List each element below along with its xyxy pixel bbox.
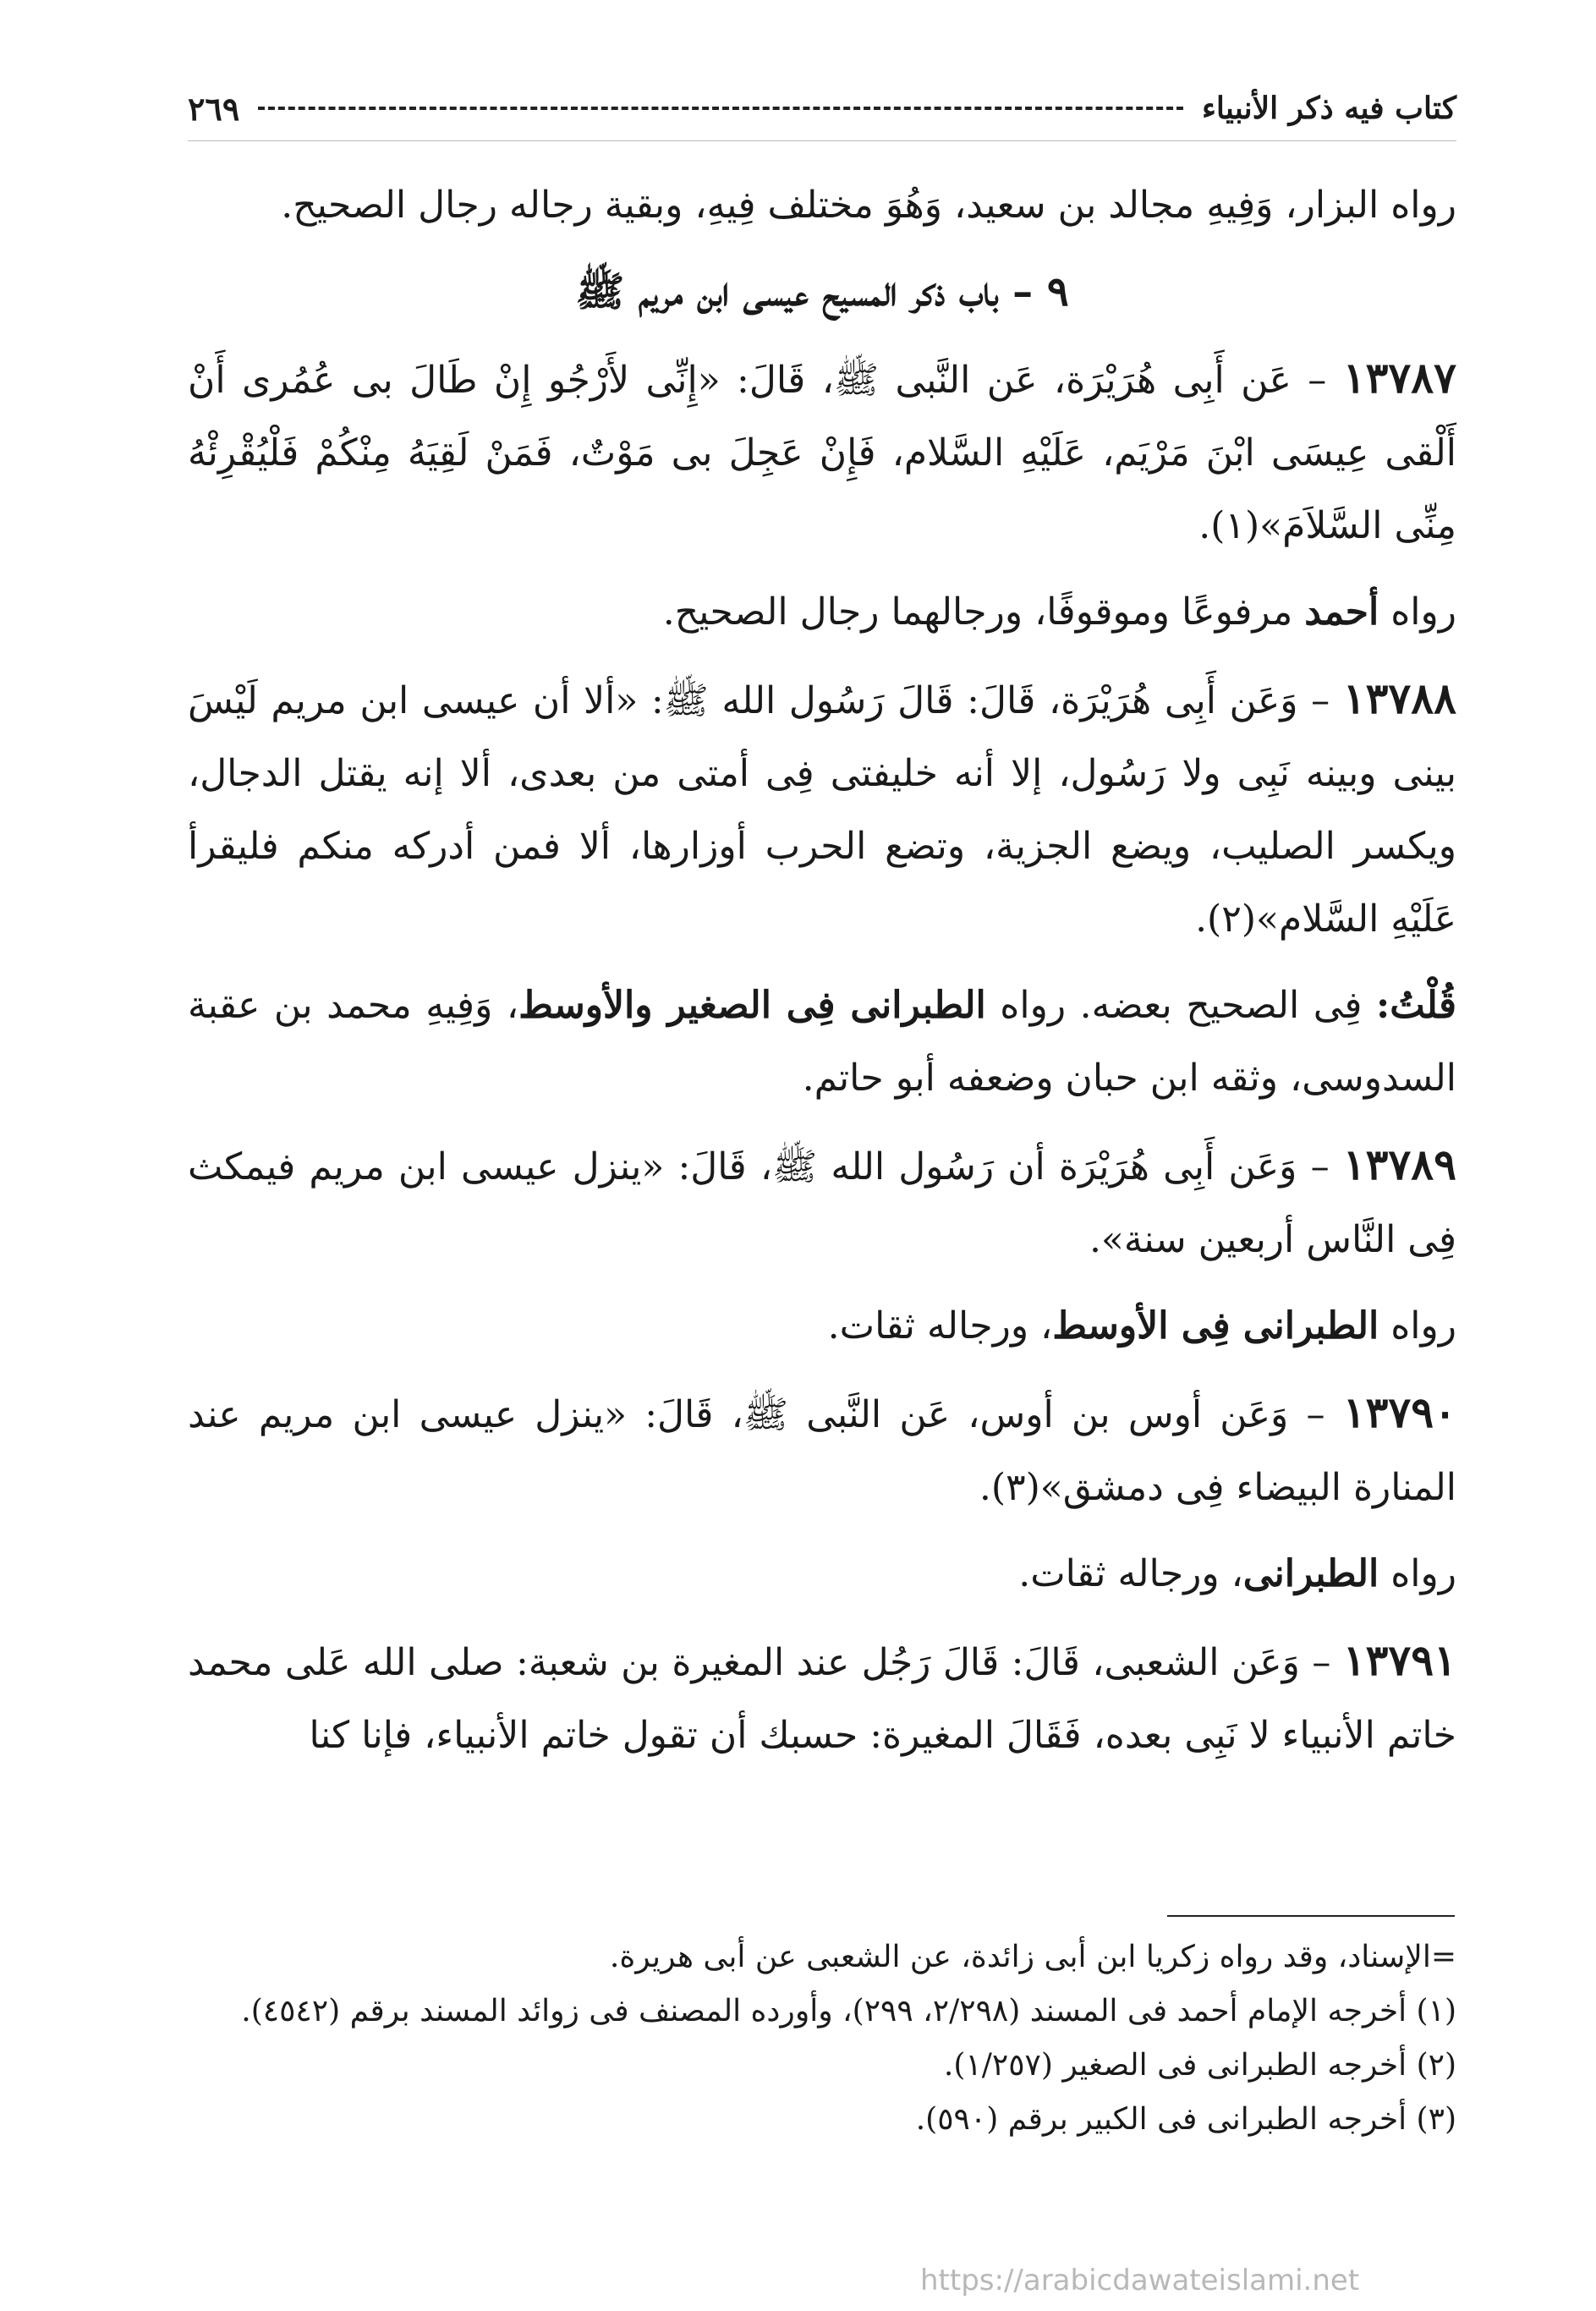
source-name: أحمد xyxy=(1304,590,1379,634)
hadith-text: – وَعَن الشعبى، قَالَ: قَالَ رَجُل عند المغيرة بن شعبة: صلى الله عَلى محمد خاتم الأنبياء لا نَبِى بعده، فَقَالَ المغيرة: حسبك أن تقول خاتم الأنبياء، فإنا كنا xyxy=(188,1641,1456,1757)
note-text: ، ورجاله ثقات. xyxy=(1018,1552,1243,1595)
narration-note-13788 xyxy=(188,969,1456,1115)
hadith-13790 xyxy=(188,1376,1456,1524)
hadith-text: – وَعَن أَبِى هُرَيْرَة، قَالَ: قَالَ رَسُول الله ﷺ: «ألا أن عيسى ابن مريم لَيْسَ بينى وبينه نَبِى ولا رَسُول، إلا أنه خليفتى فِى أمتى من بعدى، ألا إنه يقتل الدجال، ويكسر الصليب، ويضع الجزية، وتضع الحرب أوزارها، ألا فمن أدركه منكم فليقرأ عَلَيْهِ السَّلام»(٢). xyxy=(188,679,1456,941)
footnote-3: (٣) أخرجه الطبرانى فى الكبير برقم (٥٩٠). xyxy=(915,2102,1456,2137)
note-text: رواه xyxy=(1379,1552,1456,1595)
hadith-number: ١٣٧٨٩ xyxy=(1342,1139,1456,1189)
header-divider xyxy=(188,140,1456,141)
header-title: كتاب فيه ذكر الأنبياء xyxy=(1201,91,1456,126)
footnote-separator xyxy=(1167,1915,1455,1917)
hadith-13789 xyxy=(188,1128,1456,1276)
source-name: الطبرانى xyxy=(1242,1552,1379,1595)
hadith-13791 xyxy=(188,1624,1456,1772)
footnote-continuation: =الإسناد، وقد رواه زكريا ابن أبى زائدة، عن الشعبى عن أبى هريرة. xyxy=(609,1940,1456,1974)
footnotes xyxy=(188,1930,1456,2147)
note-text: ، وَفِيهِ محمد بن عقبة السدوسى، وثقه ابن حبان وضعفه أبو حاتم. xyxy=(188,984,1456,1100)
paragraph-narration-bazzar: رواه البزار، وَفِيهِ مجالد بن سعيد، وَهُوَ مختلف فِيهِ، وبقية رجاله رجال الصحيح. xyxy=(281,184,1456,227)
source-name: الطبرانى فِى الصغير والأوسط xyxy=(518,984,986,1027)
footnote-2: (٢) أخرجه الطبرانى فى الصغير (١/٢٥٧). xyxy=(943,2048,1456,2083)
hadith-text: – عَن أَبِى هُرَيْرَة، عَن النَّبى ﷺ، قَالَ: «إِنِّى لأَرْجُو إِنْ طَالَ بى عُمُرى أَنْ أَلْقى عِيسَى ابْنَ مَرْيَم، عَلَيْهِ السَّلام، فَإِنْ عَجِلَ بى مَوْتٌ، فَمَنْ لَقِيَهُ مِنْكُمْ فَلْيُقْرِئْهُ مِنِّى السَّلاَمَ»(١). xyxy=(188,359,1456,547)
chapter-heading: ٩ – باب ذكر المسيح عيسى ابن مريم ﷺ xyxy=(575,268,1069,316)
narration-note-13789 xyxy=(188,1290,1456,1363)
note-text: رواه xyxy=(1379,1304,1456,1348)
hadith-text: – وَعَن أوس بن أوس، عَن النَّبى ﷺ، قَالَ: «ينزل عيسى ابن مريم عند المنارة البيضاء فِى دمشق»(٣). xyxy=(188,1393,1456,1509)
source-name: الطبرانى فِى الأوسط xyxy=(1052,1304,1379,1348)
hadith-13788 xyxy=(188,662,1456,956)
main-text xyxy=(188,169,1456,1786)
watermark-url: https://arabicdawateislami.net xyxy=(920,2264,1360,2297)
footnote-1: (١) أخرجه الإمام أحمد فى المسند (٢/٢٩٨، ٢٩٩)، وأورده المصنف فى زوائد المسند برقم (٤٥٤٢). xyxy=(241,1994,1456,2028)
hadith-text: – وَعَن أَبِى هُرَيْرَة أن رَسُول الله ﷺ، قَالَ: «ينزل عيسى ابن مريم فيمكث فِى النَّاس أربعين سنة». xyxy=(188,1145,1456,1261)
hadith-number: ١٣٧٩١ xyxy=(1342,1635,1456,1685)
hadith-13787 xyxy=(188,342,1456,563)
header-dash-rule xyxy=(258,107,1183,110)
page-number: ٢٦٩ xyxy=(188,89,240,128)
hadith-number: ١٣٧٨٧ xyxy=(1342,353,1456,403)
note-text: رواه xyxy=(1379,590,1456,634)
narration-note-13787 xyxy=(188,576,1456,649)
note-text: فِى الصحيح بعضه. رواه xyxy=(985,984,1376,1027)
note-text: مرفوعًا وموقوفًا، ورجالهما رجال الصحيح. xyxy=(662,590,1305,634)
running-header xyxy=(188,83,1456,134)
hadith-number: ١٣٧٨٨ xyxy=(1342,673,1456,723)
note-text: ، ورجاله ثقات. xyxy=(827,1304,1053,1348)
qult-label: قُلْتُ: xyxy=(1375,984,1456,1027)
hadith-number: ١٣٧٩٠ xyxy=(1342,1387,1456,1437)
narration-note-13790 xyxy=(188,1538,1456,1611)
